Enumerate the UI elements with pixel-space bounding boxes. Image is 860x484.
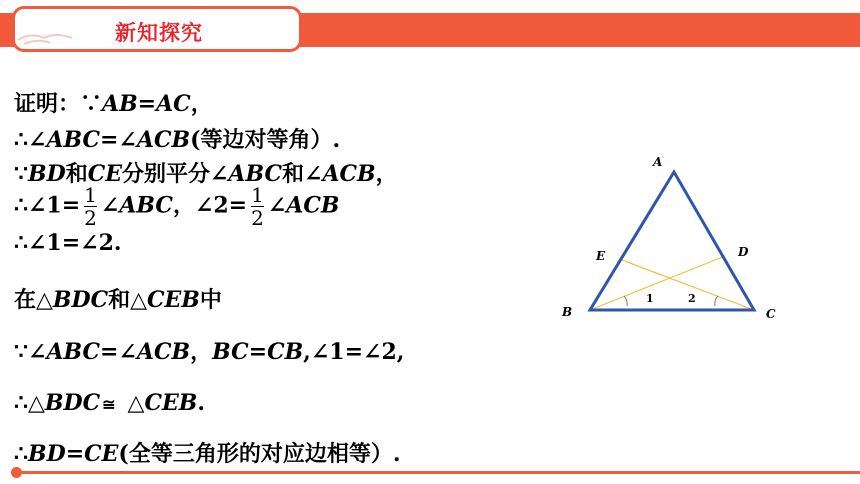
logo-icon	[16, 28, 76, 46]
proof-line-6: 在△BDC和△CEB中	[14, 287, 222, 313]
proof-line-8: ∴△BDC ≅ △CEB.	[14, 390, 205, 416]
triangle-figure	[540, 150, 800, 330]
label-angle-1: 1	[646, 292, 654, 305]
fraction-half: $\frac{1}{2}$	[84, 183, 97, 230]
proof-line-9: ∴BD=CE(全等三角形的对应边相等）.	[14, 441, 401, 467]
fraction-half: $\frac{1}{2}$	[251, 183, 264, 230]
proof-line-7: ∵∠ABC=∠ACB，BC=CB,∠1=∠2,	[14, 339, 405, 365]
angle-mark-1	[624, 296, 627, 306]
triangle-abc	[590, 172, 754, 310]
proof-line-5: ∴∠1=∠2.	[14, 230, 122, 256]
proof-line-3: ∵BD和CE分别平分∠ABC和∠ACB，	[14, 161, 398, 187]
label-c: C	[766, 307, 776, 321]
label-e: E	[596, 249, 606, 263]
label-angle-2: 2	[688, 292, 696, 305]
proof-line-2: ∴∠ABC=∠ACB(等边对等角）.	[14, 127, 341, 153]
proof-line-1: 证明：∵AB=AC，	[14, 91, 213, 117]
angle-mark-2	[715, 296, 718, 306]
bisector-be	[590, 256, 725, 310]
label-d: D	[738, 245, 749, 259]
page-title: 新知探究	[115, 21, 203, 45]
bottom-rule	[18, 471, 860, 474]
label-b: B	[562, 305, 573, 319]
label-a: A	[653, 155, 663, 169]
proof-line-4: ∴∠1= $\frac{1}{2}$ ∠ABC，∠2= $\frac{1}{2}$ ∠ACB	[14, 183, 340, 230]
